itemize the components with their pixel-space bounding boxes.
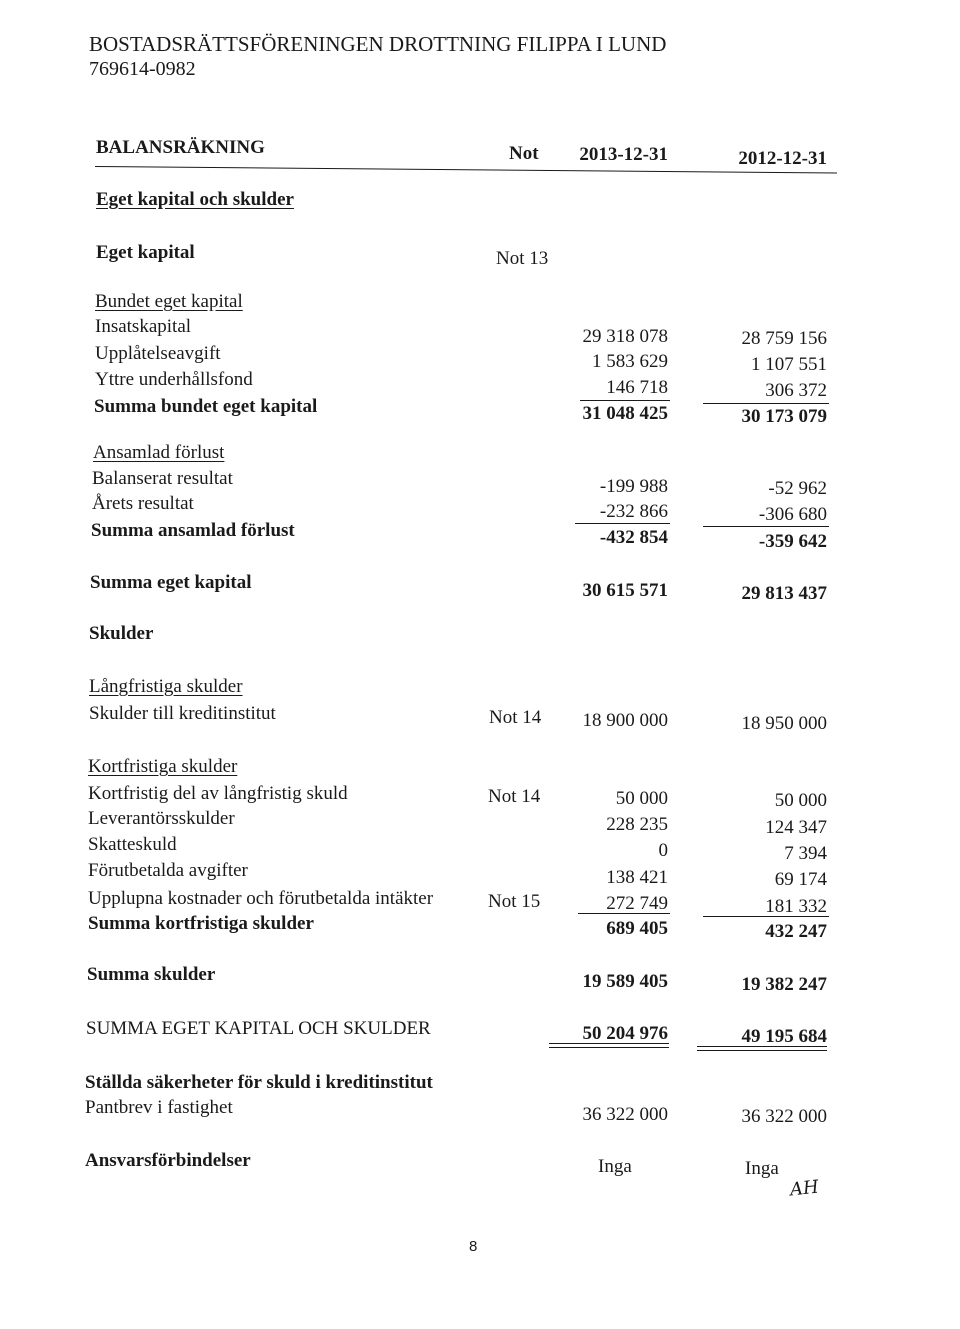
short-term-liabilities-total-2013: 689 405 (606, 918, 668, 939)
value-2013: 1 583 629 (592, 351, 668, 372)
value-2013: -199 988 (599, 476, 668, 497)
note-column-header: Not (509, 143, 539, 164)
accumulated-loss-total-2012: -359 642 (758, 531, 827, 552)
subtotal-rule-2013 (578, 913, 670, 914)
grand-total-double-rule-2012 (697, 1046, 827, 1051)
liabilities-total-2012: 19 382 247 (741, 974, 827, 995)
row-note: Not 14 (489, 707, 542, 728)
column-header-2012: 2012-12-31 (738, 148, 827, 169)
grand-total-double-rule-2013 (549, 1043, 669, 1048)
value-2013: 50 000 (615, 788, 668, 809)
long-term-liabilities-heading: Långfristiga skulder (89, 676, 243, 697)
contingent-liabilities-label: Ansvarsförbindelser (85, 1150, 251, 1171)
equity-heading: Eget kapital (96, 242, 195, 263)
column-header-2013: 2013-12-31 (579, 144, 668, 165)
value-2012: 181 332 (765, 896, 827, 917)
restricted-equity-total-2012: 30 173 079 (741, 406, 827, 427)
subtotal-rule-2013 (580, 400, 670, 401)
pledged-assets-2012: 36 322 000 (741, 1106, 827, 1127)
row-label: Årets resultat (92, 493, 194, 514)
balance-sheet-title: BALANSRÄKNING (96, 137, 265, 158)
subtotal-rule-2012 (703, 403, 829, 404)
value-2012: 50 000 (774, 790, 827, 811)
subtotal-rule-2012 (703, 916, 829, 917)
row-label: Leverantörsskulder (88, 808, 235, 829)
value-2012: 28 759 156 (741, 328, 827, 349)
row-label: Kortfristig del av långfristig skuld (88, 783, 348, 804)
grand-total-2012: 49 195 684 (741, 1026, 827, 1047)
value-2012: -306 680 (758, 504, 827, 525)
pledged-assets-label: Pantbrev i fastighet (85, 1097, 233, 1118)
grand-total-label: SUMMA EGET KAPITAL OCH SKULDER (86, 1018, 431, 1039)
value-2013: 29 318 078 (582, 326, 668, 347)
row-note: Not 15 (488, 891, 541, 912)
value-2013: 272 749 (606, 893, 668, 914)
signature-initials: AH (788, 1176, 820, 1201)
row-label: Yttre underhållsfond (95, 369, 253, 390)
value-2012: 18 950 000 (741, 713, 827, 734)
value-2012: 1 107 551 (751, 354, 827, 375)
row-label: Insatskapital (95, 316, 192, 337)
value-2013: 18 900 000 (582, 710, 668, 731)
subtotal-rule-2012 (703, 526, 829, 527)
equity-total-2013: 30 615 571 (582, 580, 668, 601)
row-label: Upplupna kostnader och förutbetalda intäkter (88, 888, 434, 909)
contingent-liabilities-2013: Inga (598, 1156, 632, 1177)
header-rule (95, 166, 837, 173)
section-title: Eget kapital och skulder (96, 189, 294, 210)
page-number: 8 (469, 1238, 478, 1255)
value-2012: 7 394 (784, 843, 827, 864)
value-2013: 146 718 (606, 377, 668, 398)
equity-total-label: Summa eget kapital (90, 572, 252, 593)
accumulated-loss-total-label: Summa ansamlad förlust (91, 520, 295, 541)
value-2013: 0 (658, 840, 668, 861)
subtotal-rule-2013 (575, 523, 670, 524)
value-2013: 228 235 (606, 814, 668, 835)
liabilities-total-label: Summa skulder (87, 964, 216, 985)
equity-note: Not 13 (496, 248, 549, 269)
contingent-liabilities-2012: Inga (745, 1158, 779, 1179)
pledged-assets-2013: 36 322 000 (582, 1104, 668, 1125)
short-term-liabilities-total-2012: 432 247 (765, 921, 827, 942)
restricted-equity-total-2013: 31 048 425 (582, 403, 668, 424)
accumulated-loss-heading: Ansamlad förlust (93, 442, 225, 463)
value-2013: 138 421 (606, 867, 668, 888)
restricted-equity-heading: Bundet eget kapital (95, 291, 243, 312)
row-label: Förutbetalda avgifter (88, 860, 248, 881)
value-2012: 69 174 (774, 869, 827, 890)
value-2012: 306 372 (765, 380, 827, 401)
row-label: Upplåtelseavgift (95, 343, 221, 364)
org-number: 769614-0982 (89, 58, 196, 80)
org-name: BOSTADSRÄTTSFÖRENINGEN DROTTNING FILIPPA I LUND (89, 32, 667, 56)
row-label: Skulder till kreditinstitut (89, 703, 276, 724)
short-term-liabilities-heading: Kortfristiga skulder (88, 756, 238, 777)
liabilities-heading: Skulder (89, 623, 154, 644)
pledged-assets-heading: Ställda säkerheter för skuld i kreditinstitut (85, 1072, 433, 1093)
row-label: Skatteskuld (88, 834, 177, 855)
restricted-equity-total-label: Summa bundet eget kapital (94, 396, 318, 417)
liabilities-total-2013: 19 589 405 (582, 971, 668, 992)
equity-total-2012: 29 813 437 (741, 583, 827, 604)
row-label: Balanserat resultat (92, 468, 233, 489)
value-2013: -232 866 (599, 501, 668, 522)
accumulated-loss-total-2013: -432 854 (599, 527, 668, 548)
short-term-liabilities-total-label: Summa kortfristiga skulder (88, 913, 314, 934)
value-2012: 124 347 (765, 817, 827, 838)
row-note: Not 14 (488, 786, 541, 807)
value-2012: -52 962 (768, 478, 827, 499)
grand-total-2013: 50 204 976 (582, 1023, 668, 1044)
